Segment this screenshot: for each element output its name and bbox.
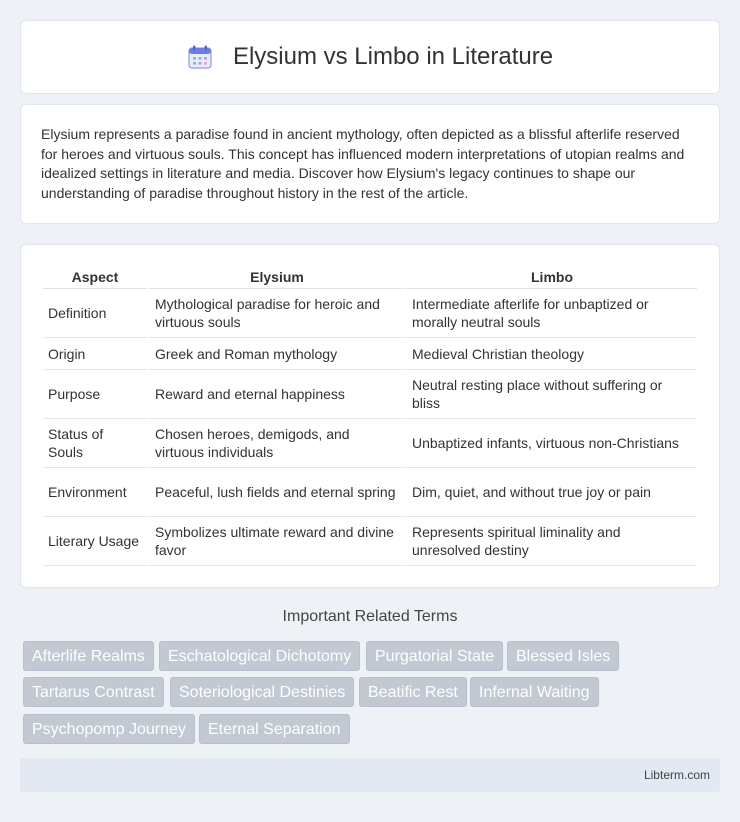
- table-header-row: [43, 267, 697, 289]
- related-term-tag[interactable]: Tartarus Contrast: [23, 677, 164, 707]
- related-term-tag[interactable]: Afterlife Realms: [23, 641, 154, 671]
- limbo-cell: Unbaptized infants, virtuous non-Christians: [404, 419, 697, 468]
- footer: [20, 758, 720, 792]
- column-header-aspect: Aspect: [43, 267, 147, 289]
- related-term-tag[interactable]: Psychopomp Journey: [23, 714, 195, 744]
- aspect-cell: Status of Souls: [43, 419, 147, 468]
- header-card: [20, 20, 720, 94]
- aspect-cell: Definition: [43, 289, 147, 338]
- limbo-cell: Neutral resting place without suffering or bliss: [404, 370, 697, 419]
- aspect-cell: Literary Usage: [43, 517, 147, 566]
- intro-card: [20, 104, 720, 224]
- related-term-tag[interactable]: Beatific Rest: [359, 677, 467, 707]
- related-terms-title: Important Related Terms: [282, 608, 458, 625]
- related-term-tag[interactable]: Eternal Separation: [199, 714, 350, 744]
- limbo-cell: Represents spiritual liminality and unresolved destiny: [404, 517, 697, 566]
- limbo-cell: Dim, quiet, and without true joy or pain: [404, 468, 697, 517]
- calendar-icon: [187, 44, 213, 70]
- table-row: [43, 419, 697, 468]
- footer-site-link[interactable]: Libterm.com: [643, 768, 710, 782]
- column-header-limbo: Limbo: [404, 267, 697, 289]
- elysium-cell: Peaceful, lush fields and eternal spring: [147, 468, 404, 517]
- elysium-cell: Symbolizes ultimate reward and divine favor: [147, 517, 404, 566]
- related-term-tag[interactable]: Soteriological Destinies: [170, 677, 354, 707]
- related-term-tag[interactable]: Purgatorial State: [366, 641, 503, 671]
- header: [187, 43, 553, 71]
- column-header-elysium: Elysium: [147, 267, 404, 289]
- limbo-cell: Medieval Christian theology: [404, 338, 697, 370]
- elysium-cell: Greek and Roman mythology: [147, 338, 404, 370]
- comparison-table: [43, 267, 697, 566]
- related-term-tag[interactable]: Eschatological Dichotomy: [159, 641, 360, 671]
- elysium-cell: Reward and eternal happiness: [147, 370, 404, 419]
- limbo-cell: Intermediate afterlife for unbaptized or morally neutral souls: [404, 289, 697, 338]
- elysium-cell: Chosen heroes, demigods, and virtuous individuals: [147, 419, 404, 468]
- table-row: [43, 517, 697, 566]
- related-term-tag[interactable]: Blessed Isles: [507, 641, 619, 671]
- page-title: Elysium vs Limbo in Literature: [232, 43, 554, 70]
- comparison-table-card: [20, 244, 720, 588]
- aspect-cell: Purpose: [43, 370, 147, 419]
- table-row: [43, 370, 697, 419]
- table-row: [43, 289, 697, 338]
- aspect-cell: Environment: [43, 468, 147, 517]
- aspect-cell: Origin: [43, 338, 147, 370]
- elysium-cell: Mythological paradise for heroic and virtuous souls: [147, 289, 404, 338]
- related-term-tag[interactable]: Infernal Waiting: [470, 677, 599, 707]
- intro-paragraph: Elysium represents a paradise found in ancient mythology, often depicted as a blissful afterlife reserved for heroes and virtuous souls. This concept has influenced modern interpretations of utopian realms and idealized settings in literature and media. Discover how Elysium's legacy continues to shape our understanding of paradise throughout history in the rest of the article.: [41, 126, 685, 201]
- table-row: [43, 338, 697, 370]
- table-row: [43, 468, 697, 517]
